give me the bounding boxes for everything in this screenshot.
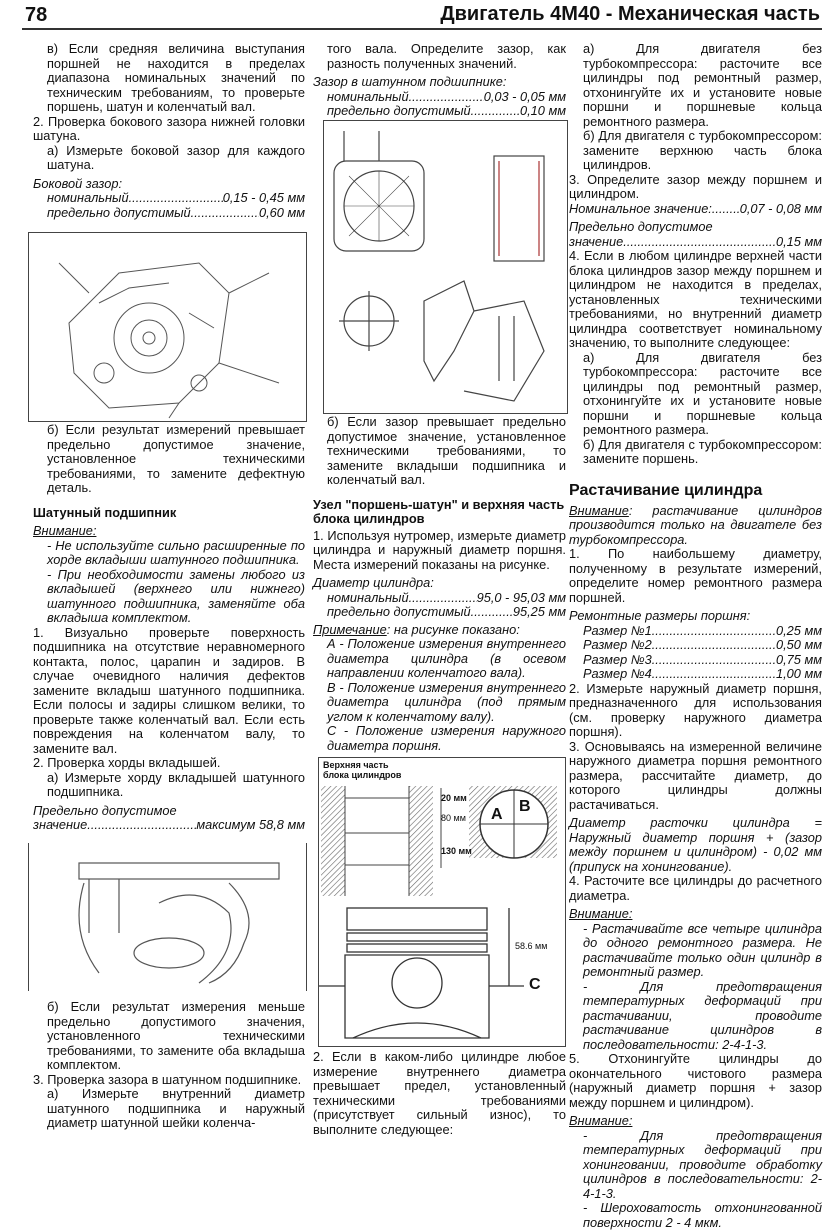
spec-row: [569, 653, 822, 668]
dot-leader: [652, 638, 776, 653]
piston-dim: 58.6 мм: [515, 941, 548, 951]
dot-leader: [409, 591, 477, 606]
note-text: : растачивание цилиндров производится только на двигателе без турбокомпрессора.: [569, 502, 822, 547]
column-1-text-section: [33, 1000, 305, 1131]
page-number: 78: [25, 4, 48, 26]
numbered-paragraph: 1. По наибольшему диаметру, полученному в результате измерений, определите номер ремонтного размера поршней.: [569, 546, 822, 605]
italic-note-item: С - Положение измерения наружного диаметра поршня.: [327, 723, 566, 753]
section-heading: Узел "поршень-шатун" и верхняя часть блока цилиндров: [313, 496, 565, 526]
spec-row: [313, 591, 566, 606]
spec-value: 0,15 мм: [775, 233, 822, 249]
cylinder-block-label: Верхняя часть блока цилиндров: [323, 760, 402, 780]
numbered-paragraph: 3. Определите зазор между поршнем и цилиндром.: [569, 171, 822, 201]
spec-value: 95,0 - 95,03 мм: [476, 589, 566, 605]
formula-paragraph: Диаметр расточки цилиндра = Наружный диаметр поршня + (зазор между поршнем и цилиндром) - 0,02 мм (припуск на хонингование).: [569, 815, 822, 874]
spec-value: максимум 58,8 мм: [196, 817, 305, 832]
sub-paragraph: б) Если результат измерений превышает предельно допустимое значение, установленное техническими требованиями, то замените дефектную деталь.: [47, 422, 305, 495]
spec-value: 0,07 - 0,08 мм: [739, 200, 822, 216]
spec-label: значение: [33, 817, 88, 832]
spec-heading: Ремонтные размеры поршня:: [569, 608, 751, 623]
italic-note-item: В - Положение измерения внутреннего диаметра цилиндра (под прямым углом к коленчатому валу).: [327, 679, 566, 724]
sub-paragraph: а) Для двигателя без турбокомпрессора: расточите все цилиндры под ремонтный размер, отхонингуйте их и установите новые поршни и поршневые кольца ремонтного размера.: [583, 349, 822, 437]
label-b: B: [519, 798, 531, 815]
spec-label: предельно допустимый: [327, 103, 471, 118]
sub-paragraph: б) Для двигателя с турбокомпрессором: замените верхнюю часть блока цилиндров.: [583, 128, 822, 172]
spec-heading: Зазор в шатунном подшипнике:: [313, 74, 507, 89]
spec-label: номинальный: [327, 88, 409, 104]
dim-130mm: 130 мм: [441, 846, 472, 856]
column-2-text-section: [313, 415, 566, 753]
dot-leader: [471, 104, 520, 119]
dot-leader: [87, 818, 196, 833]
figure-engine-side-clearance: [28, 232, 307, 422]
spec-row: [313, 90, 566, 105]
label-c: C: [529, 976, 541, 993]
dot-leader: [129, 191, 223, 206]
spec-label: номинальный: [327, 589, 409, 605]
spec-value: 1,00 мм: [775, 666, 822, 681]
dot-leader: [471, 605, 513, 620]
spec-label: Размер №1: [583, 622, 652, 638]
column-2-text-section: [313, 1050, 566, 1137]
note-label: Примечание: [313, 621, 387, 637]
numbered-paragraph: 2. Проверка бокового зазора нижней головки шатуна.: [33, 113, 305, 143]
figure-conrod-bearing-clearance: [323, 120, 568, 414]
dim-80mm: 80 мм: [441, 813, 466, 823]
spec-heading: Предельно допустимое: [33, 802, 177, 818]
column-1-text-section: [33, 42, 305, 220]
dot-leader: [652, 624, 776, 639]
numbered-paragraph: 2. Измерьте наружный диаметр поршня, предназначенного для использования (см. проверку наружного диаметра поршня).: [569, 680, 822, 739]
column-2-text-section: [313, 42, 566, 119]
italic-note-item: - Растачивайте все четыре цилиндра до одного ремонтного размера. Не растачивайте только один цилиндр в ремонтный размер.: [583, 920, 822, 979]
numbered-paragraph: 1. Используя нутромер, измерьте диаметр цилиндра и наружный диаметр поршня. Места измерений показаны на рисунке.: [313, 527, 566, 572]
column-3-text-section: [569, 42, 822, 1230]
spec-row: [569, 638, 822, 653]
section-heading: Шатунный подшипник: [33, 504, 177, 520]
spec-row: [33, 191, 305, 206]
attention-label: Внимание:: [569, 1113, 633, 1128]
spec-row: [569, 667, 822, 682]
caliper-illustration: [29, 843, 306, 991]
spec-label: значение: [569, 233, 624, 249]
spec-row: [569, 624, 822, 639]
italic-note-item: - Для предотвращения температурных деформаций при растачивании, проводите растачивание цилиндров в последовательности: 2-4-1-3.: [583, 978, 822, 1052]
spec-row: [569, 202, 822, 217]
numbered-paragraph: 5. Отхонингуйте цилиндры до окончательного чистового размера (наружный диаметр поршня + зазор между поршнем и цилиндром).: [569, 1051, 822, 1110]
spec-heading: Предельно допустимое: [569, 219, 713, 234]
dot-leader: [623, 235, 776, 250]
numbered-paragraph: 4. Расточите все цилиндры до расчетного диаметра.: [569, 873, 822, 903]
spec-row: [313, 605, 566, 620]
spec-value: 0,10 мм: [519, 103, 566, 118]
numbered-paragraph: 3. Основываясь на измеренной величине наружного диаметра поршня ремонтного размера, рассчитайте диаметр, до которого цилиндры должны растачиваться.: [569, 738, 822, 812]
spec-label: Номинальное значение:: [569, 200, 712, 216]
spec-label: Размер №4: [583, 666, 652, 681]
spec-value: 0,75 мм: [775, 651, 822, 667]
spec-label: Размер №3: [583, 651, 652, 667]
sub-paragraph: б) Если зазор превышает предельно допустимое значение, установленное техническими требованиями, то замените вкладыши подшипника и коленчатый вал.: [327, 414, 566, 487]
spec-label: Размер №2: [583, 637, 652, 652]
note-text: : на рисунке показано:: [386, 621, 520, 637]
spec-row: [313, 104, 566, 119]
page-title: Двигатель 4M40 - Механическая часть: [440, 3, 820, 25]
sub-paragraph: б) Если результат измерения меньше предельно допустимого значения, установленного техническими требованиями, то замените оба вкладыша комплектом.: [47, 999, 305, 1072]
spec-row: [569, 235, 822, 250]
attention-label: Внимание:: [33, 523, 97, 538]
spec-value: 0,15 - 0,45 мм: [222, 190, 305, 205]
spec-heading: Боковой зазор:: [33, 175, 123, 191]
numbered-paragraph: 3. Проверка зазора в шатунном подшипнике.: [33, 1071, 302, 1087]
note-paragraph: [569, 504, 822, 548]
note-paragraph: [313, 623, 566, 638]
dot-leader: [191, 206, 259, 221]
spec-heading: Диаметр цилиндра:: [313, 575, 434, 590]
sub-paragraph: а) Измерьте боковой зазор для каждого шатуна.: [47, 142, 305, 172]
numbered-paragraph: 2. Если в каком-либо цилиндре любое измерение внутреннего диаметра превышает предел, установленный техническими требованиями (присутствует сильный износ), то выполните следующее:: [313, 1049, 566, 1137]
sub-paragraph: а) Для двигателя без турбокомпрессора: расточите все цилиндры под ремонтный размер, отхонингуйте их и установите новые поршни и поршневые кольца ремонтного размера.: [583, 41, 822, 129]
note-label: Внимание: [569, 502, 629, 518]
numbered-paragraph: 2. Проверка хорды вкладышей.: [33, 755, 221, 770]
italic-note-item: - Не используйте сильно расширенные по хорде вкладыши шатунного подшипника.: [47, 537, 305, 567]
dot-leader: [409, 90, 484, 105]
italic-note-item: - Для предотвращения температурных деформаций при хонинговании, проводите обработку цилиндров в последовательности: 2-4-1-3.: [583, 1127, 822, 1201]
spec-value: 95,25 мм: [512, 604, 566, 619]
spec-label: предельно допустимый: [47, 204, 191, 220]
section-heading: Растачивание цилиндра: [569, 481, 763, 499]
figure-bearing-chord-caliper: [28, 843, 307, 991]
dot-leader: [712, 202, 740, 217]
dot-leader: [652, 653, 776, 668]
italic-note-item: - При необходимости замены любого из вкладышей (верхнего или нижнего) шатунного подшипника, заменяйте оба вкладыша комплектом.: [47, 566, 305, 625]
numbered-paragraph: 4. Если в любом цилиндре верхней части блока цилиндров зазор между поршнем и цилиндром не находится в пределах, установленных техническими требованиями, но внутренний диаметр цилиндра соответствует номинальному значению, то выполните следующее:: [569, 248, 822, 350]
sub-paragraph: того вала. Определите зазор, как разность полученных значений.: [327, 41, 566, 71]
spec-row: [33, 818, 305, 833]
figure-cylinder-piston-measurement: [318, 757, 566, 1047]
column-1-text-section: [33, 423, 305, 833]
sub-paragraph: а) Измерьте внутренний диаметр шатунного подшипника и наружный диаметр шатунной шейки коленча-: [47, 1086, 305, 1130]
spec-row: [33, 206, 305, 221]
italic-note-item: А - Положение измерения внутреннего диаметра цилиндра (в осевом направлении коленчатого вала).: [327, 636, 566, 680]
attention-label: Внимание:: [569, 906, 633, 921]
spec-value: 0,50 мм: [775, 637, 822, 652]
spec-label: предельно допустимый: [327, 604, 471, 619]
sub-paragraph: а) Измерьте хорду вкладышей шатунного подшипника.: [47, 769, 305, 799]
sub-paragraph: б) Для двигателя с турбокомпрессором: замените поршень.: [583, 436, 822, 466]
spec-value: 0,03 - 0,05 мм: [483, 88, 566, 104]
spec-value: 0,25 мм: [775, 622, 822, 638]
numbered-paragraph: 1. Визуально проверьте поверхность подшипника на отсутствие неравномерного контакта, полос, царапин и задиров. В случае очевидного наличия дефектов замените вкладыш шатунного подшипника. Если полосы и задиры слишком велики, то проверьте также коленчатый вал. Если есть повреждения на коленчатом валу, то замените вал.: [33, 624, 305, 756]
sub-paragraph: в) Если средняя величина выступания поршней не находится в пределах диапазона номинальных значений по техническим требованиям, то проверьте поршень, шатун и коленчатый вал.: [47, 41, 305, 114]
spec-value: 0,60 мм: [258, 204, 305, 220]
header-rule: [22, 28, 822, 30]
italic-note-item: - Шероховатость отхонингованной поверхности 2 - 4 мкм.: [583, 1200, 822, 1230]
dot-leader: [652, 667, 776, 682]
engine-illustration: [29, 233, 306, 421]
spec-label: номинальный: [47, 190, 129, 205]
label-a: A: [491, 806, 503, 823]
conrod-illustration: [324, 121, 567, 413]
dim-20mm: 20 мм: [441, 793, 467, 803]
